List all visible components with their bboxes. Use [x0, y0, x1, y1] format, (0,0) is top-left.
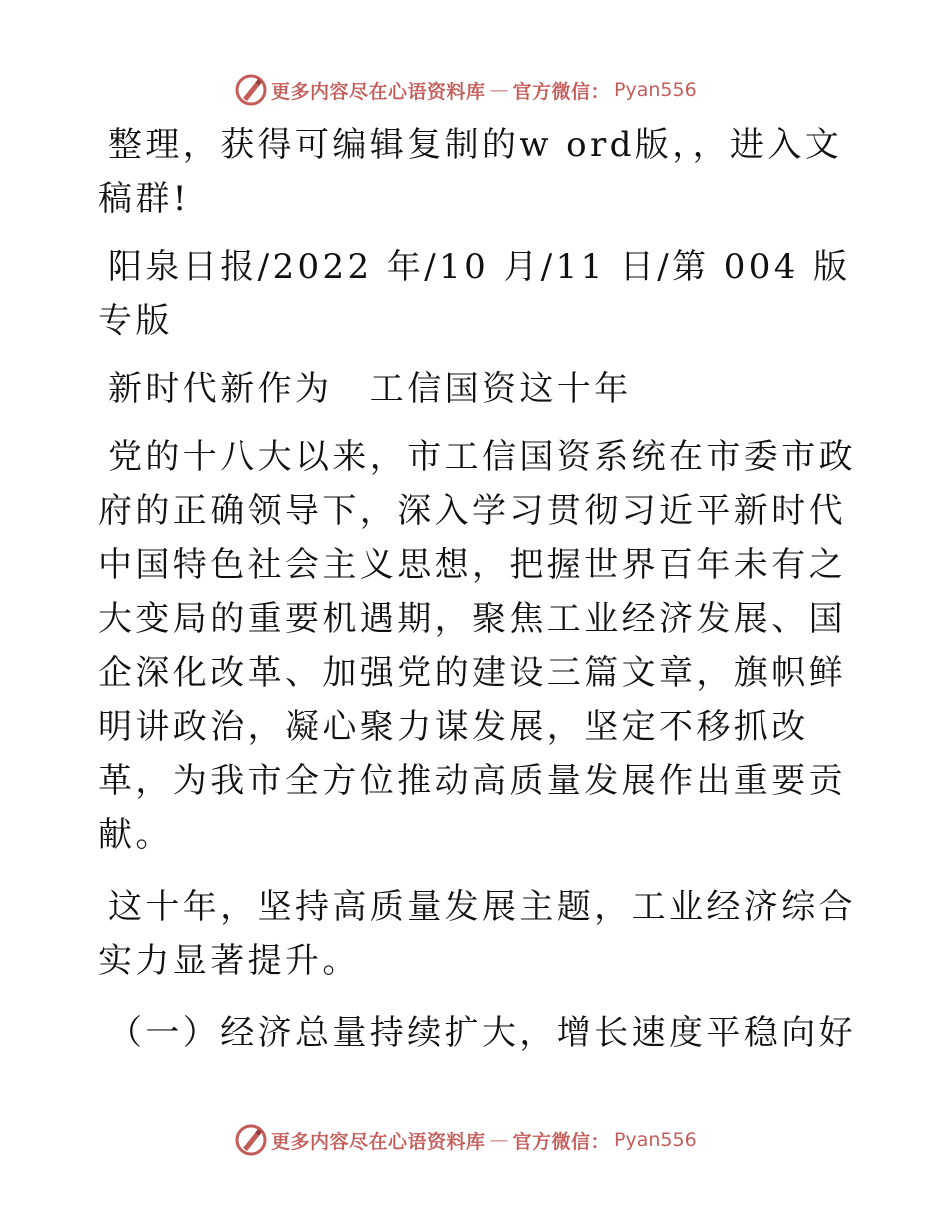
watermark-label: 官方微信：: [512, 80, 611, 103]
watermark-account: Pyan556: [614, 1129, 697, 1151]
source-line: 阳泉日报/2022 年/10 月/11 日/第 004 版专版: [98, 247, 851, 341]
header-watermark: [235, 72, 697, 108]
section-heading: （一）经济总量持续扩大，增长速度平稳向好: [108, 1013, 856, 1053]
watermark-text: 更多内容尽在心语资料库: [271, 1130, 486, 1153]
red-pen-logo-icon: [235, 74, 267, 106]
watermark-text: 更多内容尽在心语资料库: [271, 80, 486, 103]
article-title: 新时代新作为 工信国资这十年: [108, 369, 632, 409]
body-paragraph: 党的十八大以来，市工信国资系统在市委市政府的正确领导下，深入学习贯彻习近平新时代中国特色社会主义思想，把握世界百年未有之大变局的重要机遇期，聚焦工业经济发展、国企深化改革、加强党的建设三篇文章，旗帜鲜明讲政治，凝心聚力谋发展，坚定不移抓改革，为我市全方位推动高质量发展作出重要贡献。: [98, 437, 856, 855]
intro-paragraph: 整理，获得可编辑复制的w ord版，，进入文稿群!: [98, 125, 843, 219]
watermark-dash: —: [489, 1129, 509, 1151]
watermark-account: Pyan556: [614, 79, 697, 101]
footer-watermark: [235, 1122, 697, 1158]
body-paragraph: 这十年，坚持高质量发展主题，工业经济综合实力显著提升。: [98, 887, 856, 981]
red-pen-logo-icon: [235, 1124, 267, 1156]
watermark-dash: —: [489, 79, 509, 101]
document-body: [98, 118, 858, 1060]
watermark-label: 官方微信：: [512, 1130, 611, 1153]
